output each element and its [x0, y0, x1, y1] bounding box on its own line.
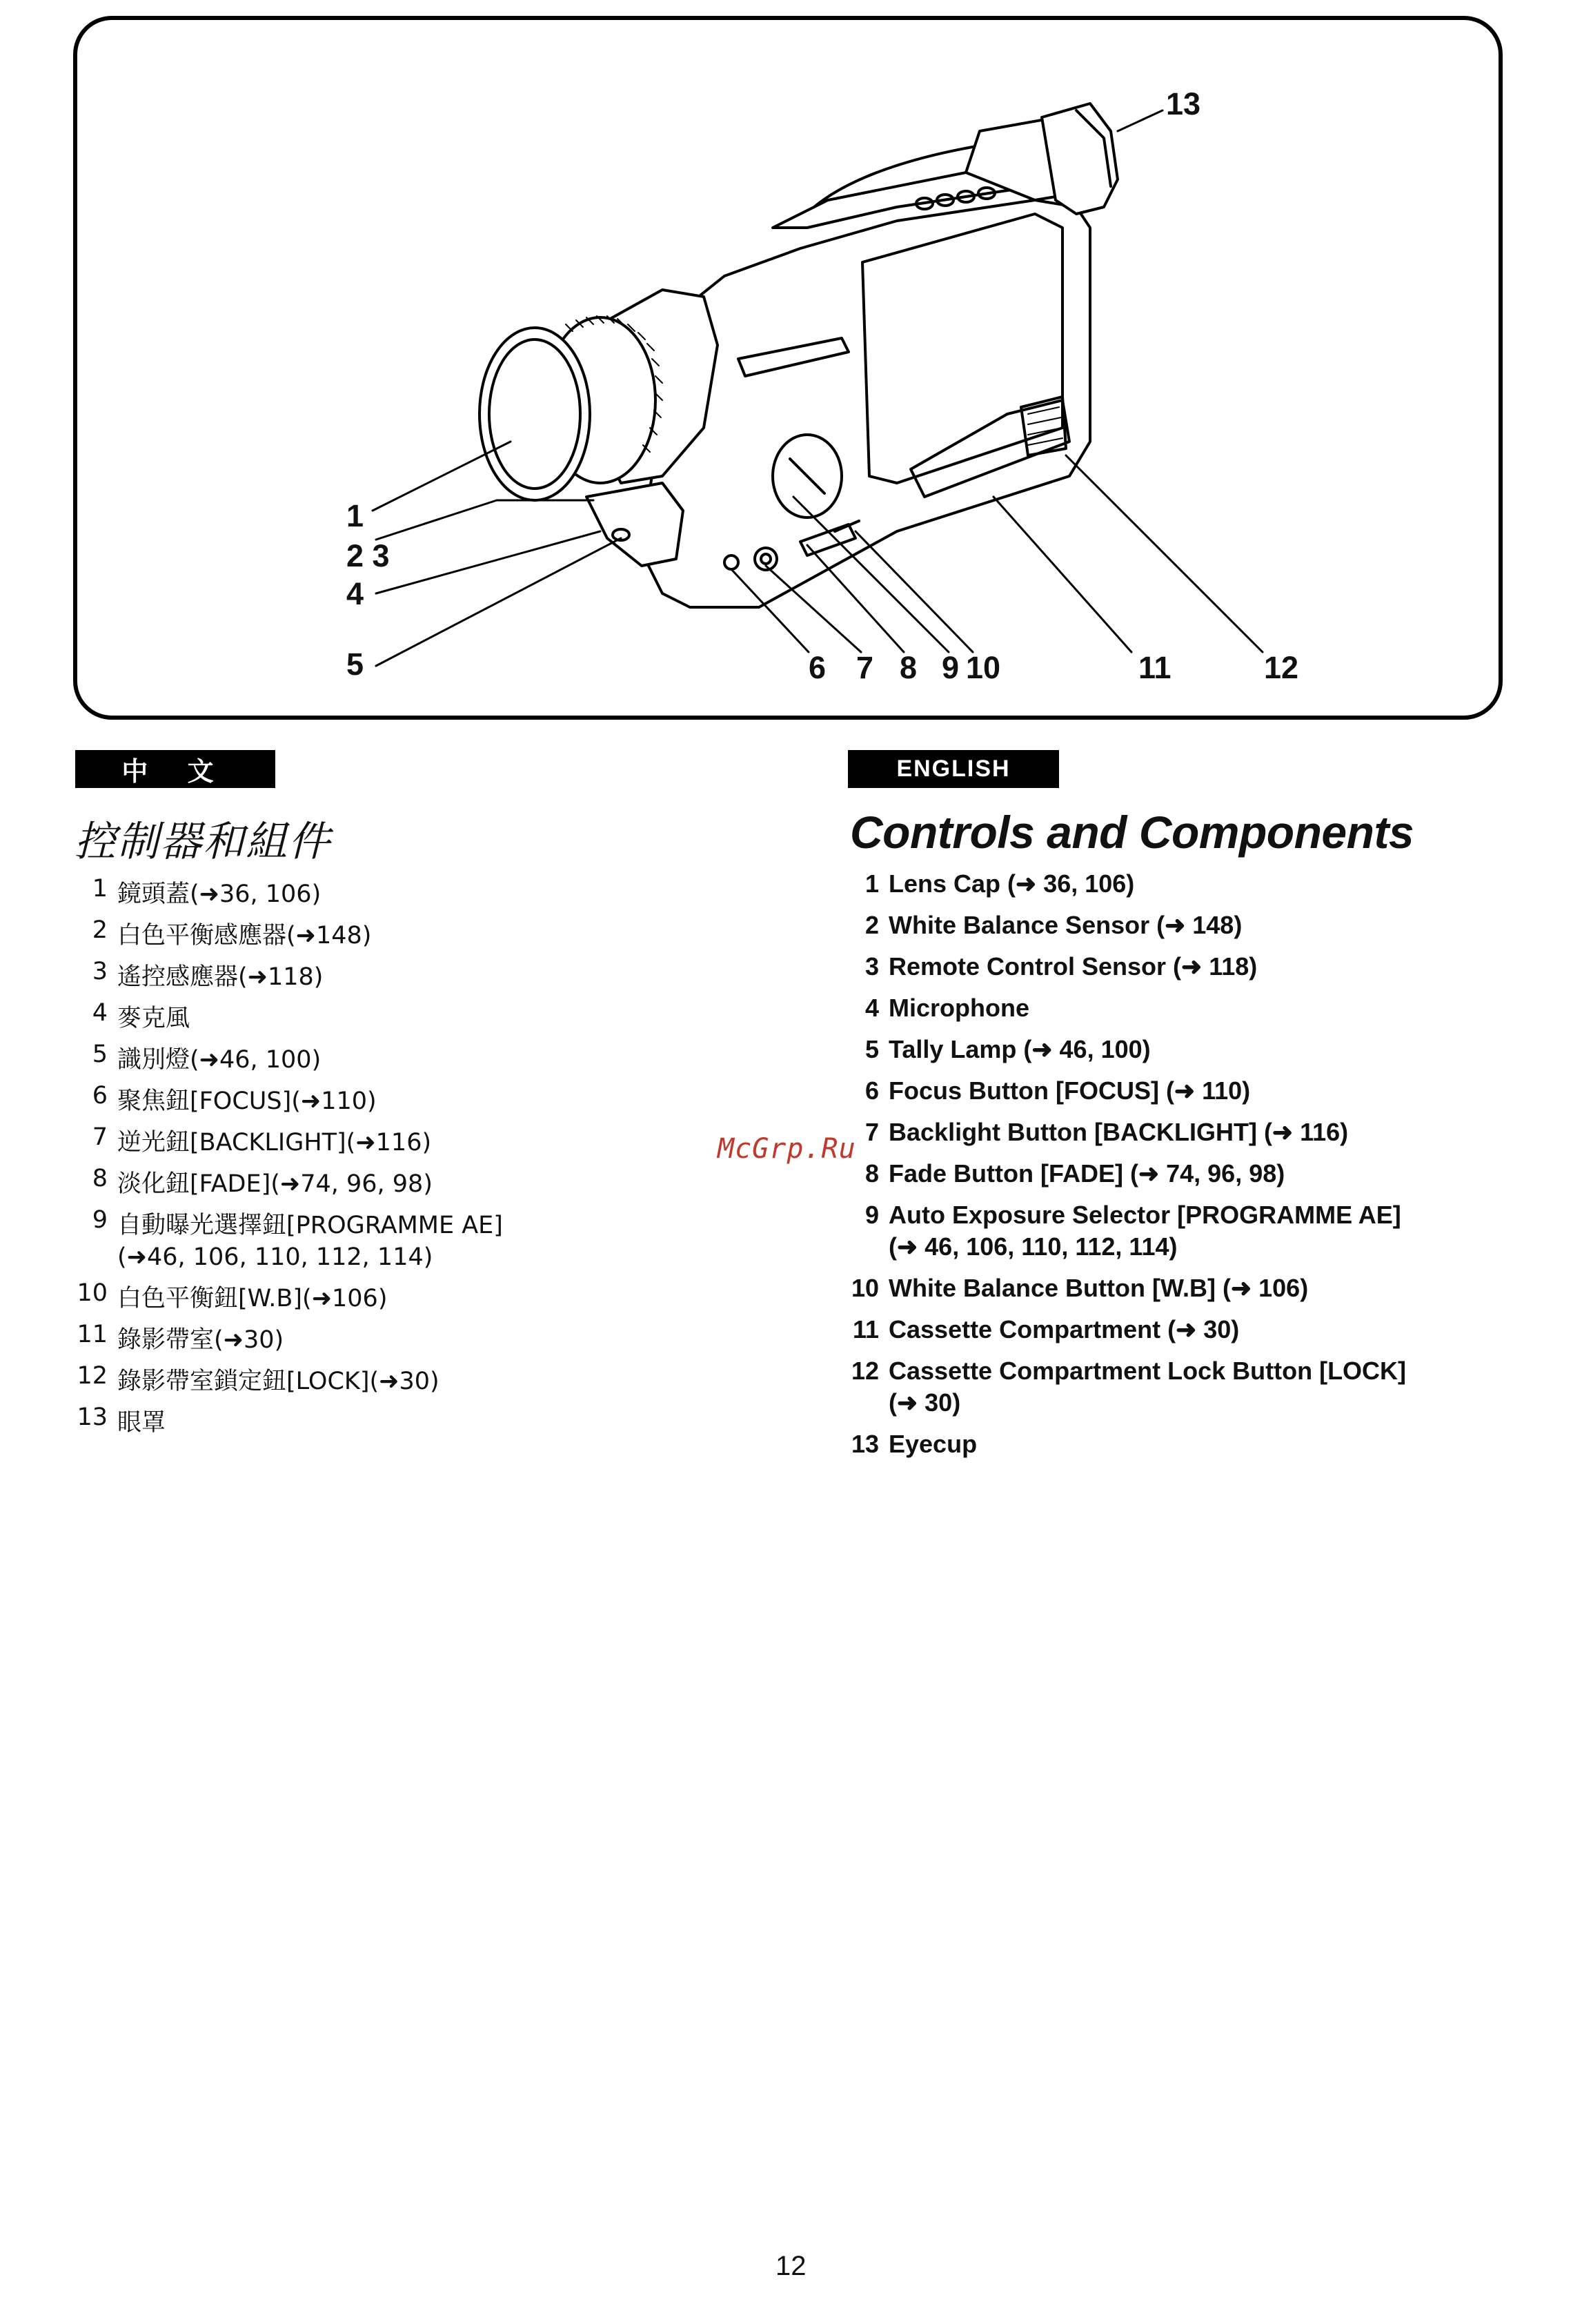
- list-item: 4 Microphone: [864, 994, 1029, 1022]
- callout-13: 13: [1166, 86, 1201, 121]
- list-item: 12 錄影帶室鎖定鈕[LOCK](➜30): [77, 1362, 439, 1395]
- chinese-language-badge: 中 文: [75, 750, 275, 788]
- list-item: 10 白色平衡鈕[W.B](➜106): [77, 1279, 388, 1312]
- callout-9: 9: [942, 650, 960, 685]
- callout-5: 5: [346, 647, 364, 682]
- list-item: 1 Lens Cap (➜ 36, 106): [864, 869, 1135, 898]
- english-components-list: [846, 869, 1536, 1471]
- list-item: 6 聚焦鈕[FOCUS](➜110): [92, 1082, 377, 1115]
- callout-8: 8: [900, 650, 918, 685]
- list-item: 10 White Balance Button [W.B] (➜ 106): [851, 1274, 1309, 1302]
- callout-7: 7: [856, 650, 874, 685]
- list-item: 9 Auto Exposure Selector [PROGRAMME AE] (➜ 46, 106, 110, 112, 114): [864, 1201, 1401, 1261]
- list-item: 7 Backlight Button [BACKLIGHT] (➜ 116): [864, 1118, 1349, 1146]
- list-item: 5 識別燈(➜46, 100): [92, 1041, 322, 1074]
- callout-12: 12: [1264, 650, 1299, 685]
- callout-10: 10: [966, 650, 1001, 685]
- camcorder-illustration: [0, 0, 1582, 725]
- list-item: 4 麥克風: [92, 999, 190, 1032]
- list-item: 8 淡化鈕[FADE](➜74, 96, 98): [92, 1165, 433, 1198]
- list-item: 1 鏡頭蓋(➜36, 106): [92, 875, 322, 908]
- list-item: 9 自動曝光選擇鈕[PROGRAMME AE] (➜46, 106, 110, 112, 114): [92, 1206, 503, 1271]
- list-item: 3 Remote Control Sensor (➜ 118): [864, 952, 1258, 981]
- callout-1: 1: [346, 498, 364, 533]
- list-item: 5 Tally Lamp (➜ 46, 100): [864, 1035, 1151, 1063]
- list-item: 8 Fade Button [FADE] (➜ 74, 96, 98): [864, 1159, 1285, 1188]
- lower-front: [586, 483, 683, 566]
- watermark: McGrp.Ru: [718, 1133, 856, 1165]
- list-item: 6 Focus Button [FOCUS] (➜ 110): [864, 1076, 1251, 1105]
- list-item: 2 白色平衡感應器(➜148): [92, 916, 372, 949]
- callout-11: 11: [1138, 650, 1171, 685]
- list-item: 13 眼罩: [77, 1404, 166, 1437]
- callout-6: 6: [809, 650, 827, 685]
- page-number: 12: [775, 2251, 807, 2281]
- list-item: 13 Eyecup: [851, 1430, 978, 1458]
- lens-cap: [479, 328, 590, 500]
- english-heading: Controls and Components: [850, 807, 1414, 858]
- list-item: 11 錄影帶室(➜30): [77, 1321, 284, 1354]
- list-item: 11 Cassette Compartment (➜ 30): [852, 1315, 1240, 1343]
- list-item: 7 逆光鈕[BACKLIGHT](➜116): [92, 1123, 432, 1156]
- list-item: 2 White Balance Sensor (➜ 148): [864, 911, 1243, 939]
- chinese-components-list: [75, 875, 764, 1445]
- list-item: 12 Cassette Compartment Lock Button [LOCK] (➜ 30): [851, 1357, 1407, 1417]
- english-language-badge: ENGLISH: [848, 750, 1059, 788]
- callout-2-3: 2 3: [346, 538, 390, 573]
- chinese-heading: 控制器和組件: [75, 818, 331, 866]
- list-item: 3 遙控感應器(➜118): [92, 958, 324, 991]
- callout-4: 4: [346, 576, 364, 611]
